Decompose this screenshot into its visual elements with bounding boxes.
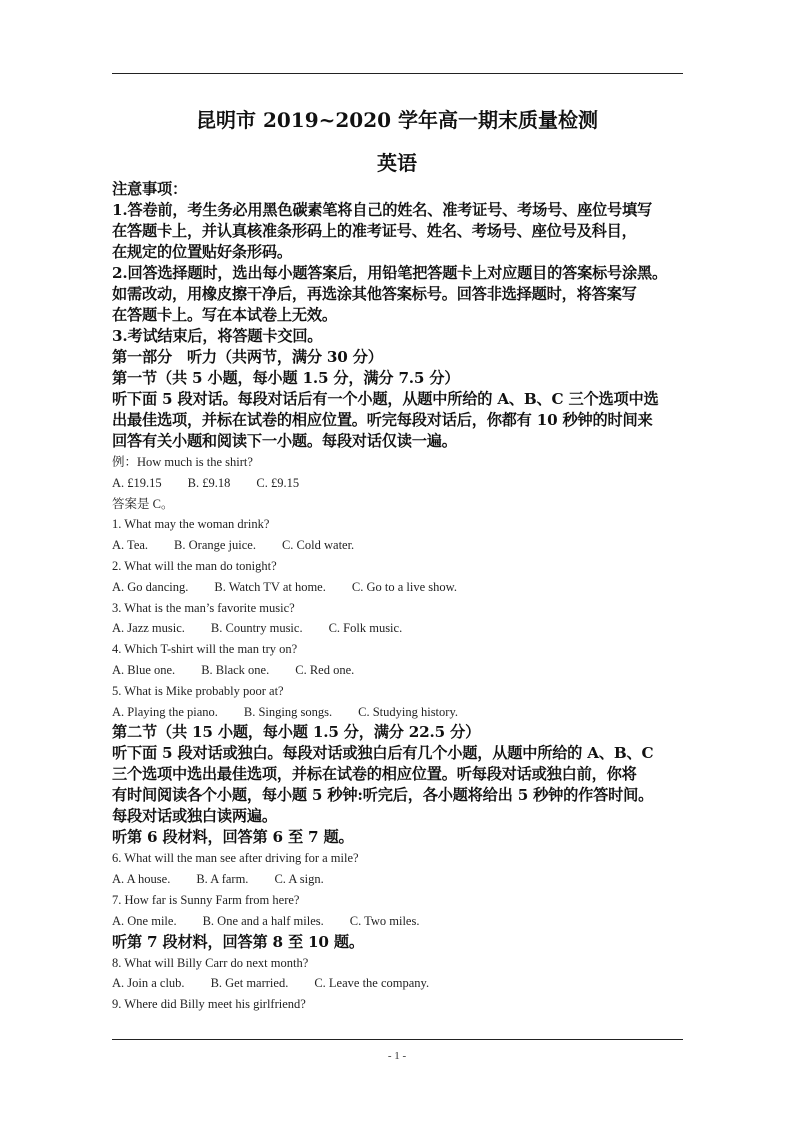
answer-option: C. Red one. <box>295 662 355 677</box>
notice-heading: 注意事项： <box>112 180 187 198</box>
answer-option: C. £9.15 <box>256 475 300 490</box>
answer-option: C. Two miles. <box>349 913 420 928</box>
question-text: 8. What will Billy Carr do next month? <box>112 955 309 970</box>
notice-lines <box>112 200 688 347</box>
answer-option: B. Get married. <box>210 976 289 991</box>
instruction-line: 回答有关小题和阅读下一小题。每段对话仅读一遍。 <box>112 432 457 450</box>
question-options <box>112 911 688 932</box>
question-text: 5. What is Mike probably poor at? <box>112 683 284 698</box>
question-options <box>112 973 688 994</box>
answer-option: C. Cold water. <box>281 538 355 553</box>
bottom-rule <box>112 1039 683 1040</box>
answer-option: B. A farm. <box>196 872 249 887</box>
answer-option: B. One and a half miles. <box>202 913 324 928</box>
answer-option: C. Studying history. <box>358 704 459 719</box>
exam-content <box>112 179 688 1015</box>
answer-option: A. Playing the piano. <box>112 704 218 719</box>
question-options <box>112 577 688 598</box>
question-options <box>112 702 688 723</box>
answer-option: B. Orange juice. <box>174 538 256 553</box>
answer-option: B. Black one. <box>201 662 270 677</box>
question-text: 1. What may the woman drink? <box>112 517 270 532</box>
section2-heading: 第二节（共 15 小题，每小题 1.5 分，满分 22.5 分） <box>112 723 481 742</box>
example-question: 例：How much is the shirt? <box>112 455 253 469</box>
question-options <box>112 618 688 639</box>
notice-line: 在答题卡上。写在本试卷上无效。 <box>112 306 337 324</box>
question-text: 6. What will the man see after driving for a mile? <box>112 851 359 866</box>
instruction-line: 每段对话或独白读两遍。 <box>112 807 277 826</box>
notice-line: 3.考试结束后，将答题卡交回。 <box>112 327 323 345</box>
answer-option: A. £19.15 <box>112 475 162 490</box>
answer-option: B. £9.18 <box>187 475 231 490</box>
answer-option: A. Go dancing. <box>112 579 189 594</box>
instruction-line: 出最佳选项，并标在试卷的相应位置。听完每段对话后，你都有 10 秒钟的时间来 <box>112 411 653 429</box>
answer-option: A. A house. <box>112 872 171 887</box>
question-options <box>112 535 688 556</box>
notice-line: 如需改动，用橡皮擦干净后，再选涂其他答案标号。回答非选择题时，将答案写 <box>112 285 637 303</box>
answer-option: C. Go to a live show. <box>351 579 457 594</box>
notice-line: 在规定的位置贴好条形码。 <box>112 243 292 261</box>
answer-option: A. Join a club. <box>112 976 185 991</box>
question-text: 3. What is the man’s favorite music? <box>112 600 295 615</box>
example-answer: 答案是 C。 <box>112 496 174 511</box>
answer-option: B. Country music. <box>210 621 303 636</box>
instruction-line: 听下面 5 段对话。每段对话后有一个小题，从题中所给的 A、B、C 三个选项中选 <box>112 390 659 408</box>
answer-option: A. Blue one. <box>112 662 176 677</box>
notice-line: 2.回答选择题时，选出每小题答案后，用铅笔把答题卡上对应题目的答案标号涂黑。 <box>112 264 668 282</box>
answer-option: A. Tea. <box>112 538 149 553</box>
answer-option: B. Singing songs. <box>243 704 333 719</box>
section2-instructions <box>112 743 688 827</box>
instruction-line: 有时间阅读各个小题，每小题 5 秒钟:听完后，各小题将给出 5 秒钟的作答时间。 <box>112 786 654 805</box>
section1-heading: 第一节（共 5 小题，每小题 1.5 分，满分 7.5 分） <box>112 369 460 387</box>
question-text: 2. What will the man do tonight? <box>112 558 277 573</box>
part1-heading: 第一部分 听力（共两节，满分 30 分） <box>112 348 383 366</box>
material7-questions <box>112 953 688 1015</box>
answer-option: C. A sign. <box>274 872 324 887</box>
question-text: 4. Which T-shirt will the man try on? <box>112 642 298 657</box>
top-rule <box>112 73 683 74</box>
notice-line: 1.答卷前，考生务必用黑色碳素笔将自己的姓名、准考证号、考场号、座位号填写 <box>112 201 653 219</box>
material7-heading: 听第 7 段材料，回答第 8 至 10 题。 <box>112 932 364 951</box>
answer-option: B. Watch TV at home. <box>214 579 326 594</box>
material6-heading: 听第 6 段材料，回答第 6 至 7 题。 <box>112 828 354 847</box>
question-options <box>112 869 688 890</box>
section1-instructions <box>112 389 688 452</box>
question-options <box>112 660 688 681</box>
question-text: 7. How far is Sunny Farm from here? <box>112 892 300 907</box>
answer-option: A. One mile. <box>112 913 177 928</box>
instruction-line: 三个选项中选出最佳选项，并标在试卷的相应位置。听每段对话或独白前，你将 <box>112 765 637 784</box>
answer-option: A. Jazz music. <box>112 621 185 636</box>
answer-option: C. Leave the company. <box>314 976 430 991</box>
notice-line: 在答题卡上，并认真核准条形码上的准考证号、姓名、考场号、座位号及科目， <box>112 222 637 240</box>
example-options <box>112 473 688 494</box>
answer-option: C. Folk music. <box>328 621 403 636</box>
page-number: - 1 - <box>387 1050 407 1062</box>
subject-title: 英语 <box>377 151 417 175</box>
question-text: 9. Where did Billy meet his girlfriend? <box>112 997 306 1012</box>
exam-title: 昆明市 2019~2020 学年高一期末质量检测 <box>195 108 598 132</box>
instruction-line: 听下面 5 段对话或独白。每段对话或独白后有几个小题，从题中所给的 A、B、C <box>112 744 654 763</box>
section1-questions <box>112 514 688 722</box>
material6-questions <box>112 848 688 931</box>
